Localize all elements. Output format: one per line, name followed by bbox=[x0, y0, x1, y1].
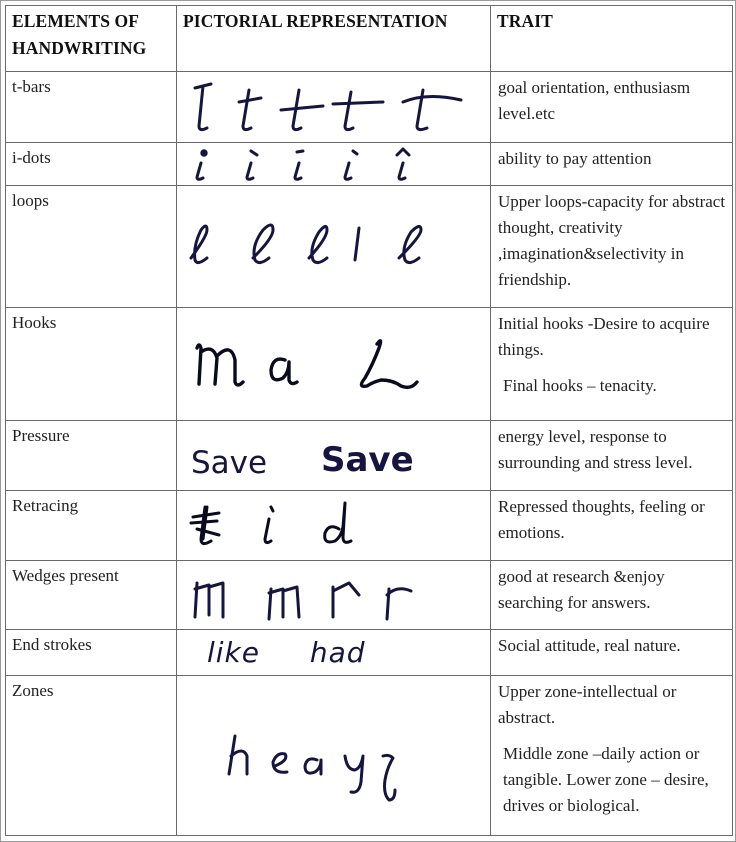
pressure-light-sample: Save bbox=[191, 445, 268, 481]
header-elements: ELEMENTS OF HANDWRITING bbox=[6, 6, 177, 72]
handwritten-t-bars-icon bbox=[177, 72, 491, 143]
handwritten-wedges-icon bbox=[177, 561, 491, 630]
trait-cell: Repressed thoughts, feeling or emotions. bbox=[491, 491, 733, 561]
element-cell: Wedges present bbox=[6, 561, 177, 630]
trait-cell: good at research &enjoy searching for answers. bbox=[491, 561, 733, 630]
handwritten-pressure-icon bbox=[177, 421, 491, 491]
trait-cell: energy level, response to surrounding and stress level. bbox=[491, 421, 733, 491]
trait-cell: ability to pay attention bbox=[491, 143, 733, 186]
handwritten-hooks-icon bbox=[177, 308, 491, 421]
table-row bbox=[6, 491, 733, 561]
table-row bbox=[6, 186, 733, 308]
header-trait: TRAIT bbox=[491, 6, 733, 72]
element-cell: loops bbox=[6, 186, 177, 308]
handwritten-zones-icon bbox=[177, 676, 491, 836]
element-cell: i-dots bbox=[6, 143, 177, 186]
end-strokes-sample: like had bbox=[207, 636, 366, 669]
handwritten-loops-icon bbox=[177, 186, 491, 308]
trait-initial-hooks: Initial hooks -Desire to acquire things. bbox=[498, 314, 710, 359]
handwritten-i-dots-icon bbox=[177, 143, 491, 186]
table-row bbox=[6, 72, 733, 143]
table-row bbox=[6, 143, 733, 186]
trait-final-hooks: Final hooks – tenacity. bbox=[503, 376, 657, 395]
trait-cell bbox=[491, 676, 733, 836]
table-row bbox=[6, 421, 733, 491]
element-cell: Zones bbox=[6, 676, 177, 836]
element-cell: Retracing bbox=[6, 491, 177, 561]
trait-upper-zone: Upper zone-intellectual or abstract. bbox=[498, 682, 677, 727]
trait-cell bbox=[491, 308, 733, 421]
pressure-heavy-sample: Save bbox=[321, 440, 414, 480]
header-pictorial: PICTORIAL REPRESENTATION bbox=[177, 6, 491, 72]
handwriting-traits-table bbox=[5, 5, 733, 836]
trait-cell: goal orientation, enthusiasm level.etc bbox=[491, 72, 733, 143]
trait-cell: Upper loops-capacity for abstract thought, creativity ,imagination&selectivity in friendship. bbox=[491, 186, 733, 308]
table-row bbox=[6, 308, 733, 421]
element-cell: End strokes bbox=[6, 630, 177, 676]
table-row bbox=[6, 561, 733, 630]
element-cell: Pressure bbox=[6, 421, 177, 491]
trait-cell: Social attitude, real nature. bbox=[491, 630, 733, 676]
handwritten-end-strokes-icon bbox=[177, 630, 491, 676]
handwritten-retracing-icon bbox=[177, 491, 491, 561]
table-row bbox=[6, 676, 733, 836]
trait-middle-lower-zone: Middle zone –daily action or tangible. Lower zone – desire, drives or biological. bbox=[503, 744, 709, 815]
table-header-row bbox=[6, 6, 733, 72]
table-row bbox=[6, 630, 733, 676]
element-cell: t-bars bbox=[6, 72, 177, 143]
element-cell: Hooks bbox=[6, 308, 177, 421]
